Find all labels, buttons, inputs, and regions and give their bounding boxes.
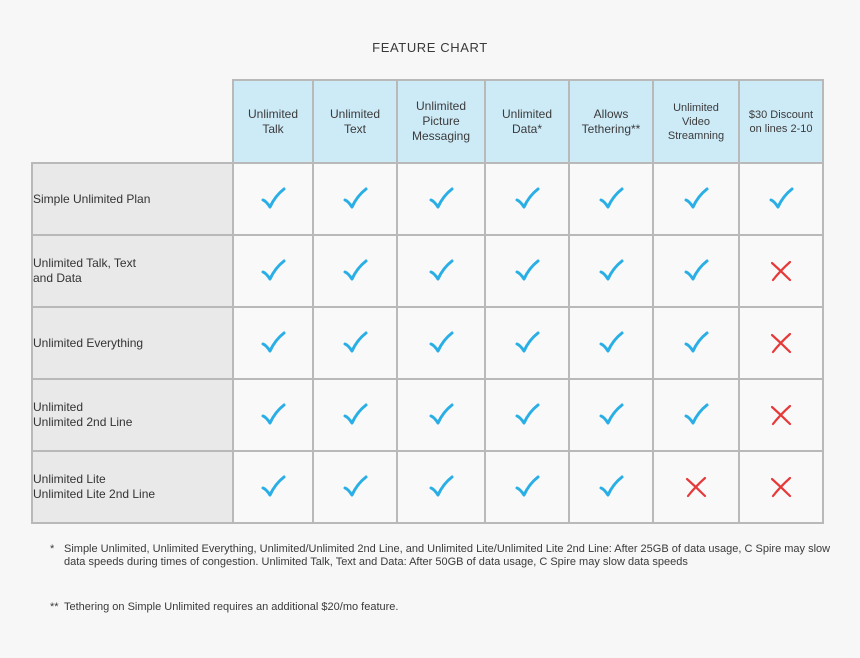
feature-chart-table	[31, 79, 824, 524]
x-mark-icon	[683, 474, 709, 500]
footnote-mark: *	[50, 543, 55, 555]
checkmark-icon	[342, 330, 368, 356]
column-header-row	[32, 80, 823, 163]
feature-cell	[313, 163, 397, 235]
table-row	[32, 379, 823, 451]
checkmark-icon	[598, 330, 624, 356]
feature-cell	[739, 379, 823, 451]
checkmark-icon	[768, 186, 794, 212]
row-header	[32, 451, 233, 523]
row-header-label: Unlimited Everything	[33, 335, 144, 350]
x-mark-icon	[768, 474, 794, 500]
column-header-label: Allows Tethering**	[581, 106, 641, 136]
feature-cell	[739, 451, 823, 523]
feature-cell	[397, 451, 485, 523]
feature-cell	[569, 235, 653, 307]
checkmark-icon	[683, 402, 709, 428]
feature-cell	[653, 163, 739, 235]
checkmark-icon	[428, 330, 454, 356]
checkmark-icon	[514, 474, 540, 500]
checkmark-icon	[683, 258, 709, 284]
row-header-label: Unlimited Talk, Text and Data	[33, 256, 136, 285]
row-header-label: Unlimited Unlimited 2nd Line	[33, 400, 133, 429]
column-header-label: $30 Discount on lines 2-10	[748, 108, 814, 135]
x-mark-icon	[768, 258, 794, 284]
feature-cell	[313, 307, 397, 379]
feature-cell	[485, 379, 569, 451]
row-header	[32, 235, 233, 307]
column-header-label: Unlimited Picture Messaging	[411, 99, 471, 143]
column-header-label: Unlimited Text	[329, 106, 380, 136]
column-header-unlimited-data	[485, 80, 569, 163]
feature-cell	[397, 379, 485, 451]
footnote-text: Simple Unlimited, Unlimited Everything, Unlimited/Unlimited 2nd Line, and Unlimited Lite/Unlimited Lite 2nd Line: After 25GB of data usage, C Spire may slow data speeds during times of congestion. Unlimited Talk, Text and Data: After 50GB of data usage, C Spire may slow data speeds	[64, 543, 831, 568]
feature-cell	[485, 451, 569, 523]
table-row	[32, 163, 823, 235]
column-header-label: Unlimited Video Streamning	[667, 101, 725, 142]
checkmark-icon	[260, 474, 286, 500]
checkmark-icon	[683, 330, 709, 356]
table-row	[32, 235, 823, 307]
feature-cell	[397, 307, 485, 379]
feature-cell	[313, 379, 397, 451]
row-header	[32, 379, 233, 451]
table-row	[32, 451, 823, 523]
checkmark-icon	[428, 258, 454, 284]
feature-cell	[233, 235, 313, 307]
column-header-unlimited-video-streaming	[653, 80, 739, 163]
checkmark-icon	[260, 258, 286, 284]
feature-cell	[313, 451, 397, 523]
column-header-discount-lines	[739, 80, 823, 163]
feature-cell	[739, 235, 823, 307]
x-mark-icon	[768, 402, 794, 428]
checkmark-icon	[598, 186, 624, 212]
footnote-tethering	[50, 601, 840, 614]
column-header-label: Unlimited Data*	[501, 106, 552, 136]
feature-cell	[653, 451, 739, 523]
feature-cell	[233, 379, 313, 451]
checkmark-icon	[342, 258, 368, 284]
feature-cell	[485, 307, 569, 379]
footnote-text: Tethering on Simple Unlimited requires an additional $20/mo feature.	[64, 601, 399, 613]
checkmark-icon	[342, 474, 368, 500]
feature-cell	[569, 451, 653, 523]
feature-cell	[653, 307, 739, 379]
feature-cell	[233, 451, 313, 523]
feature-cell	[653, 235, 739, 307]
feature-cell	[653, 379, 739, 451]
footnote-mark: **	[50, 601, 59, 613]
feature-cell	[485, 163, 569, 235]
footnote-data-usage	[50, 543, 840, 569]
column-header-allows-tethering	[569, 80, 653, 163]
feature-cell	[569, 307, 653, 379]
feature-cell	[569, 379, 653, 451]
x-mark-icon	[768, 330, 794, 356]
checkmark-icon	[514, 402, 540, 428]
checkmark-icon	[514, 330, 540, 356]
checkmark-icon	[428, 186, 454, 212]
checkmark-icon	[260, 330, 286, 356]
checkmark-icon	[514, 258, 540, 284]
feature-cell	[233, 163, 313, 235]
checkmark-icon	[428, 474, 454, 500]
checkmark-icon	[598, 474, 624, 500]
row-header	[32, 163, 233, 235]
feature-cell	[739, 307, 823, 379]
column-header-unlimited-talk	[233, 80, 313, 163]
feature-cell	[397, 235, 485, 307]
row-header-label: Simple Unlimited Plan	[33, 191, 151, 206]
checkmark-icon	[260, 186, 286, 212]
feature-cell	[739, 163, 823, 235]
checkmark-icon	[342, 402, 368, 428]
checkmark-icon	[598, 402, 624, 428]
feature-cell	[397, 163, 485, 235]
page-title: FEATURE CHART	[372, 40, 488, 55]
checkmark-icon	[260, 402, 286, 428]
column-header-unlimited-picture-messaging	[397, 80, 485, 163]
feature-cell	[569, 163, 653, 235]
column-header-unlimited-text	[313, 80, 397, 163]
checkmark-icon	[598, 258, 624, 284]
row-header	[32, 307, 233, 379]
checkmark-icon	[342, 186, 368, 212]
feature-cell	[233, 307, 313, 379]
table-corner	[32, 80, 233, 163]
row-header-label: Unlimited Lite Unlimited Lite 2nd Line	[33, 472, 156, 501]
table-row	[32, 307, 823, 379]
feature-cell	[485, 235, 569, 307]
checkmark-icon	[428, 402, 454, 428]
checkmark-icon	[683, 186, 709, 212]
checkmark-icon	[514, 186, 540, 212]
feature-cell	[313, 235, 397, 307]
column-header-label: Unlimited Talk	[247, 106, 298, 136]
